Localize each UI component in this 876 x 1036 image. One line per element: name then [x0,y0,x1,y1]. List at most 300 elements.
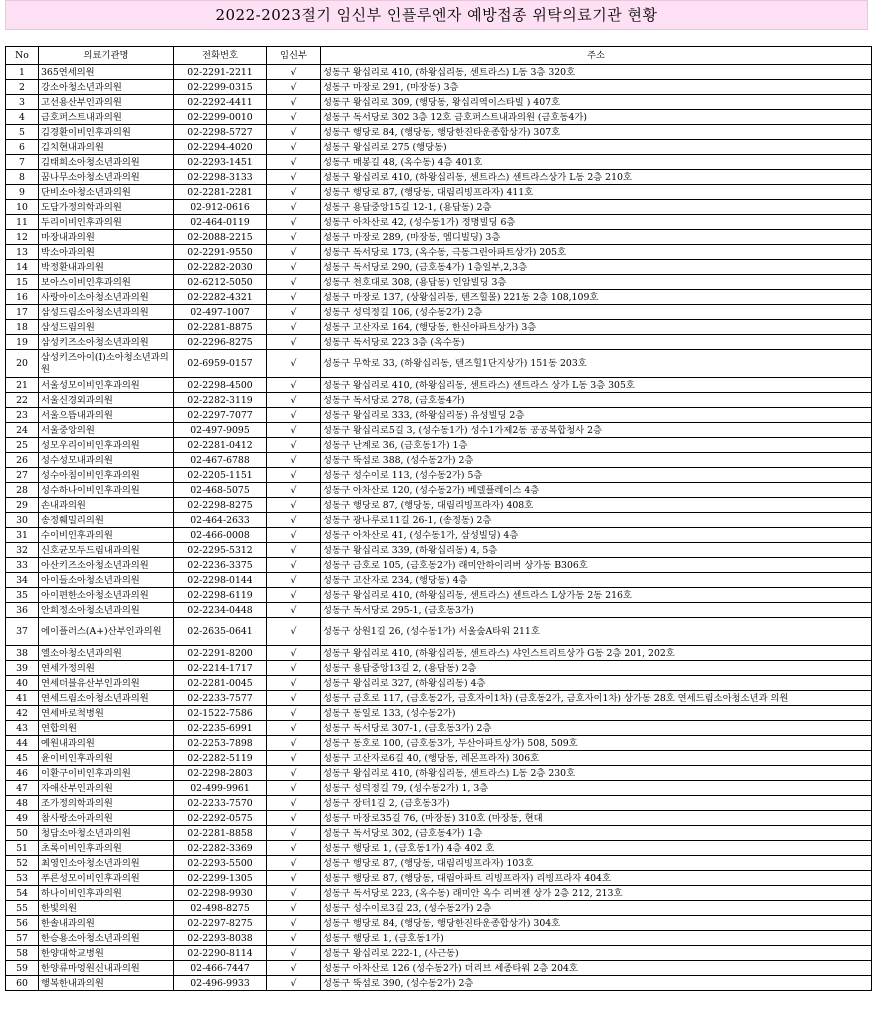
cell-no: 47 [6,781,39,796]
cell-clinic-name: 박소아과의원 [39,245,174,260]
cell-phone: 02-2253-7898 [174,736,267,751]
cell-address: 성동구 용답중앙15길 12-1, (용답동) 2층 [321,200,872,215]
cell-phone: 02-2281-2281 [174,185,267,200]
cell-pregnant: √ [267,618,321,646]
cell-pregnant: √ [267,588,321,603]
cell-pregnant: √ [267,290,321,305]
table-row [6,423,872,438]
cell-address: 성동구 아차산로 41, (성수동1가, 삼성빌딩) 4층 [321,528,872,543]
cell-phone: 02-2281-8875 [174,320,267,335]
cell-pregnant: √ [267,393,321,408]
cell-pregnant: √ [267,976,321,991]
cell-address: 성동구 왕십리로 410, (하왕십리동, 센트라스) 센트라스상가 L동 2층 210호 [321,170,872,185]
table-row [6,573,872,588]
cell-address: 성동구 뚝섬로 390, (성수동2가) 2층 [321,976,872,991]
cell-address: 성동구 독서당로 173, (옥수동, 극동그린아파트상가) 205호 [321,245,872,260]
cell-clinic-name: 자애산부인과의원 [39,781,174,796]
cell-address: 성동구 성수이로3길 23, (성수동2가) 2층 [321,901,872,916]
table-row [6,826,872,841]
cell-no: 50 [6,826,39,841]
cell-pregnant: √ [267,826,321,841]
cell-clinic-name: 서울중앙의원 [39,423,174,438]
cell-clinic-name: 김경환이비인후과의원 [39,125,174,140]
cell-clinic-name: 김태희소아청소년과의원 [39,155,174,170]
cell-clinic-name: 에이플러스(A+)산부인과의원 [39,618,174,646]
cell-phone: 02-464-0119 [174,215,267,230]
cell-no: 38 [6,646,39,661]
cell-phone: 02-2296-8275 [174,335,267,350]
table-row [6,350,872,378]
table-row [6,916,872,931]
cell-no: 22 [6,393,39,408]
cell-no: 56 [6,916,39,931]
cell-no: 48 [6,796,39,811]
table-row [6,125,872,140]
cell-clinic-name: 365연세의원 [39,65,174,80]
cell-phone: 02-2205-1151 [174,468,267,483]
cell-pregnant: √ [267,125,321,140]
clinic-table [5,46,872,991]
cell-pregnant: √ [267,691,321,706]
cell-no: 42 [6,706,39,721]
cell-clinic-name: 최영인소아청소년과의원 [39,856,174,871]
cell-no: 17 [6,305,39,320]
table-row [6,200,872,215]
cell-no: 60 [6,976,39,991]
cell-no: 25 [6,438,39,453]
cell-clinic-name: 한양류마엉원신내과의원 [39,961,174,976]
cell-no: 31 [6,528,39,543]
table-row [6,335,872,350]
cell-pregnant: √ [267,961,321,976]
cell-phone: 02-2291-8200 [174,646,267,661]
cell-clinic-name: 아산키즈소아청소년과의원 [39,558,174,573]
table-row [6,976,872,991]
cell-no: 15 [6,275,39,290]
table-row [6,245,872,260]
cell-phone: 02-2298-8275 [174,498,267,513]
cell-address: 성동구 왕십리로 333, (하왕십리동) 유성빌딩 2층 [321,408,872,423]
table-row [6,275,872,290]
cell-pregnant: √ [267,305,321,320]
cell-clinic-name: 연세바로척병원 [39,706,174,721]
header-no: No [6,47,39,65]
cell-clinic-name: 연세가정의원 [39,661,174,676]
table-row [6,230,872,245]
cell-pregnant: √ [267,110,321,125]
cell-clinic-name: 단비소아청소년과의원 [39,185,174,200]
cell-address: 성동구 독서당로 302, (금호동4가) 1층 [321,826,872,841]
cell-clinic-name: 박정환내과의원 [39,260,174,275]
table-row [6,721,872,736]
cell-address: 성동구 왕십리로5길 3, (성수동1가) 성수1가제2동 공공복합청사 2층 [321,423,872,438]
cell-no: 7 [6,155,39,170]
cell-pregnant: √ [267,661,321,676]
cell-no: 30 [6,513,39,528]
cell-pregnant: √ [267,275,321,290]
cell-address: 성동구 독서당로 290, (금호동4가) 1층일부,2,3층 [321,260,872,275]
cell-address: 성동구 마장로 137, (상왕십리동, 텐즈힐몰) 221동 2층 108,109호 [321,290,872,305]
cell-phone: 02-2298-2803 [174,766,267,781]
table-row [6,691,872,706]
cell-address: 성동구 광나루로11길 26-1, (송정동) 2층 [321,513,872,528]
cell-address: 성동구 성수이로 113, (성수동2가) 5층 [321,468,872,483]
table-row [6,543,872,558]
cell-address: 성동구 용답중앙13길 2, (용답동) 2층 [321,661,872,676]
cell-address: 성동구 무학로 33, (하왕십리동, 텐즈힐1단지상가) 151동 203호 [321,350,872,378]
cell-clinic-name: 고선용산부인과의원 [39,95,174,110]
cell-clinic-name: 성수하나이비인후과의원 [39,483,174,498]
cell-no: 18 [6,320,39,335]
cell-address: 성동구 독서당로 295-1, (금호동3가) [321,603,872,618]
header-pregnant: 임신부 [267,47,321,65]
cell-clinic-name: 마장내과의원 [39,230,174,245]
cell-address: 성동구 독서당로 307-1, (금호동3가) 2층 [321,721,872,736]
cell-pregnant: √ [267,721,321,736]
cell-pregnant: √ [267,80,321,95]
cell-clinic-name: 꿈나무소아청소년과의원 [39,170,174,185]
cell-no: 46 [6,766,39,781]
cell-clinic-name: 청담소아청소년과의원 [39,826,174,841]
header-phone: 전화번호 [174,47,267,65]
cell-no: 55 [6,901,39,916]
cell-no: 14 [6,260,39,275]
cell-pregnant: √ [267,65,321,80]
cell-phone: 02-2282-3119 [174,393,267,408]
cell-no: 2 [6,80,39,95]
cell-phone: 02-6212-5050 [174,275,267,290]
cell-no: 43 [6,721,39,736]
cell-no: 21 [6,378,39,393]
cell-pregnant: √ [267,706,321,721]
cell-clinic-name: 금호퍼스트내과의원 [39,110,174,125]
cell-address: 성동구 아차산로 126 (성수동2가) 더리브 세종타워 2층 204호 [321,961,872,976]
cell-phone: 02-6959-0157 [174,350,267,378]
cell-pregnant: √ [267,200,321,215]
cell-no: 1 [6,65,39,80]
table-row [6,558,872,573]
table-row [6,618,872,646]
cell-clinic-name: 한승용소아청소년과의원 [39,931,174,946]
table-row [6,796,872,811]
table-row [6,751,872,766]
cell-phone: 02-466-0008 [174,528,267,543]
cell-pregnant: √ [267,676,321,691]
cell-address: 성동구 왕십리로 275 (행당동) [321,140,872,155]
cell-no: 58 [6,946,39,961]
cell-phone: 02-468-5075 [174,483,267,498]
cell-phone: 02-2281-8858 [174,826,267,841]
cell-phone: 02-2293-8038 [174,931,267,946]
table-row [6,468,872,483]
cell-no: 11 [6,215,39,230]
table-row [6,155,872,170]
cell-pregnant: √ [267,781,321,796]
cell-pregnant: √ [267,423,321,438]
table-row [6,378,872,393]
cell-no: 27 [6,468,39,483]
cell-address: 성동구 독서당로 278, (금호동4가) [321,393,872,408]
cell-address: 성동구 독서당로 223 3층 (옥수동) [321,335,872,350]
cell-phone: 02-2234-0448 [174,603,267,618]
cell-no: 4 [6,110,39,125]
cell-no: 37 [6,618,39,646]
cell-clinic-name: 윤이비인후과의원 [39,751,174,766]
cell-phone: 02-2292-0575 [174,811,267,826]
cell-phone: 02-2299-0315 [174,80,267,95]
cell-pregnant: √ [267,558,321,573]
cell-pregnant: √ [267,603,321,618]
cell-no: 34 [6,573,39,588]
cell-no: 6 [6,140,39,155]
cell-address: 성동구 행당로 1, (금호동1가) [321,931,872,946]
cell-address: 성동구 뚝섬로 388, (성수동2가) 2층 [321,453,872,468]
cell-address: 성동구 왕십리로 410, (하왕십리동, 센트라스) L동 2층 230호 [321,766,872,781]
cell-pregnant: √ [267,736,321,751]
cell-phone: 02-2282-5119 [174,751,267,766]
cell-address: 성동구 성덕정길 106, (성수동2가) 2층 [321,305,872,320]
cell-address: 성동구 난계로 36, (금호동1가) 1층 [321,438,872,453]
cell-phone: 02-496-9933 [174,976,267,991]
table-row [6,646,872,661]
cell-no: 16 [6,290,39,305]
cell-address: 성동구 마장로 291, (마장동) 3층 [321,80,872,95]
cell-phone: 02-2291-9550 [174,245,267,260]
cell-address: 성동구 왕십리로 410, (하왕십리동, 센트라스) L동 3층 320호 [321,65,872,80]
cell-clinic-name: 삼성드림의원 [39,320,174,335]
cell-phone: 02-499-9961 [174,781,267,796]
cell-clinic-name: 보아스이비인후과의원 [39,275,174,290]
cell-clinic-name: 강소아청소년과의원 [39,80,174,95]
cell-no: 41 [6,691,39,706]
cell-phone: 02-2290-8114 [174,946,267,961]
table-row [6,170,872,185]
cell-clinic-name: 성모우리이비인후과의원 [39,438,174,453]
table-row [6,931,872,946]
cell-pregnant: √ [267,751,321,766]
cell-pregnant: √ [267,350,321,378]
cell-clinic-name: 연세드림소아청소년과의원 [39,691,174,706]
cell-clinic-name: 두리이비인후과의원 [39,215,174,230]
cell-clinic-name: 손내과의원 [39,498,174,513]
cell-phone: 02-2298-3133 [174,170,267,185]
table-row [6,408,872,423]
page-title: 2022-2023절기 임신부 인플루엔자 예방접종 위탁의료기관 현황 [5,0,868,30]
cell-pregnant: √ [267,468,321,483]
cell-no: 3 [6,95,39,110]
table-row [6,438,872,453]
cell-pregnant: √ [267,378,321,393]
cell-phone: 02-466-7447 [174,961,267,976]
cell-pregnant: √ [267,185,321,200]
cell-pregnant: √ [267,245,321,260]
cell-no: 52 [6,856,39,871]
cell-clinic-name: 조가정의학과의원 [39,796,174,811]
cell-address: 성동구 마장로35길 76, (마장동) 310호 (마장동, 현대 [321,811,872,826]
cell-pregnant: √ [267,140,321,155]
cell-phone: 02-2297-8275 [174,916,267,931]
cell-pregnant: √ [267,901,321,916]
cell-pregnant: √ [267,646,321,661]
cell-address: 성동구 아차산로 42, (성수동1가) 정명빌딩 6층 [321,215,872,230]
table-row [6,215,872,230]
cell-pregnant: √ [267,573,321,588]
cell-phone: 02-467-6788 [174,453,267,468]
cell-clinic-name: 서울신경외과의원 [39,393,174,408]
cell-no: 39 [6,661,39,676]
header-address: 주소 [321,47,872,65]
table-row [6,781,872,796]
cell-phone: 02-2233-7570 [174,796,267,811]
cell-clinic-name: 삼성키즈소아청소년과의원 [39,335,174,350]
cell-clinic-name: 푸른성모이비인후과의원 [39,871,174,886]
cell-address: 성동구 왕십리로 222-1, (사근동) [321,946,872,961]
cell-no: 23 [6,408,39,423]
cell-clinic-name: 서울으뜸내과의원 [39,408,174,423]
cell-address: 성동구 성덕정길 79, (성수동2가) 1, 3층 [321,781,872,796]
table-row [6,260,872,275]
cell-clinic-name: 한솔내과의원 [39,916,174,931]
cell-phone: 02-2293-1451 [174,155,267,170]
cell-phone: 02-2291-2211 [174,65,267,80]
cell-phone: 02-2297-7077 [174,408,267,423]
cell-address: 성동구 고산자로 164, (행당동, 한신아파트상가) 3층 [321,320,872,335]
cell-no: 12 [6,230,39,245]
cell-phone: 02-2293-5500 [174,856,267,871]
cell-pregnant: √ [267,886,321,901]
cell-phone: 02-2635-0641 [174,618,267,646]
table-row [6,706,872,721]
cell-address: 성동구 왕십리로 309, (행당동, 왕십리역이스타빌 ) 407호 [321,95,872,110]
table-row [6,856,872,871]
cell-no: 33 [6,558,39,573]
cell-pregnant: √ [267,916,321,931]
cell-address: 성동구 동일로 133, (성수동2가) [321,706,872,721]
cell-no: 10 [6,200,39,215]
cell-phone: 02-2282-2030 [174,260,267,275]
cell-address: 성동구 왕십리로 339, (하왕십리동) 4, 5층 [321,543,872,558]
cell-pregnant: √ [267,230,321,245]
table-row [6,528,872,543]
cell-phone: 02-2295-5312 [174,543,267,558]
cell-address: 성동구 금호로 117, (금호동2가, 금호자이1차) (금호동2가, 금호자이1차) 상가동 28호 연세드림소아청소년과 의원 [321,691,872,706]
cell-address: 성동구 행당로 87, (행당동, 대림리빙프라자) 103호 [321,856,872,871]
cell-pregnant: √ [267,543,321,558]
cell-phone: 02-2282-3369 [174,841,267,856]
cell-address: 성동구 독서당로 223, (옥수동) 래미안 옥수 리버젠 상가 2층 212, 213호 [321,886,872,901]
cell-phone: 02-2298-0144 [174,573,267,588]
table-row [6,766,872,781]
cell-phone: 02-2236-3375 [174,558,267,573]
cell-pregnant: √ [267,155,321,170]
cell-address: 성동구 행당로 1, (금호동1가) 4층 402 호 [321,841,872,856]
cell-pregnant: √ [267,408,321,423]
cell-pregnant: √ [267,528,321,543]
cell-phone: 02-912-0616 [174,200,267,215]
cell-no: 44 [6,736,39,751]
table-row [6,961,872,976]
cell-no: 59 [6,961,39,976]
table-row [6,676,872,691]
cell-clinic-name: 신호균모두드림내과의원 [39,543,174,558]
cell-phone: 02-2298-9930 [174,886,267,901]
cell-address: 성동구 왕십리로 327, (하왕십리동) 4층 [321,676,872,691]
cell-address: 성동구 왕십리로 410, (하왕십리동, 센트라스) 샤인스트리트상가 G동 2층 201, 202호 [321,646,872,661]
cell-no: 8 [6,170,39,185]
cell-no: 9 [6,185,39,200]
cell-clinic-name: 연세더블유산부인과의원 [39,676,174,691]
cell-phone: 02-2298-4500 [174,378,267,393]
cell-no: 32 [6,543,39,558]
cell-clinic-name: 하나이비인후과의원 [39,886,174,901]
cell-pregnant: √ [267,766,321,781]
cell-no: 13 [6,245,39,260]
cell-pregnant: √ [267,871,321,886]
cell-clinic-name: 성수성모내과의원 [39,453,174,468]
cell-clinic-name: 초록이비인후과의원 [39,841,174,856]
cell-clinic-name: 행복한내과의원 [39,976,174,991]
cell-address: 성동구 행당로 87, (행당동, 대림아파트 리빙프라자) 리빙프라자 404호 [321,871,872,886]
cell-no: 19 [6,335,39,350]
cell-clinic-name: 이환구이비인후과의원 [39,766,174,781]
cell-clinic-name: 참사랑소아과의원 [39,811,174,826]
table-row [6,80,872,95]
cell-address: 성동구 고산자로6길 40, (행당동, 레몬프라자) 306호 [321,751,872,766]
cell-phone: 02-2294-4020 [174,140,267,155]
cell-phone: 02-2299-0010 [174,110,267,125]
cell-address: 성동구 행당로 87, (행당동, 대림리빙프라자) 408호 [321,498,872,513]
table-row [6,140,872,155]
table-row [6,811,872,826]
cell-pregnant: √ [267,320,321,335]
cell-clinic-name: 사랑아이소아청소년과의원 [39,290,174,305]
table-row [6,498,872,513]
cell-pregnant: √ [267,453,321,468]
cell-address: 성동구 행당로 87, (행당동, 대림리빙프라자) 411호 [321,185,872,200]
cell-pregnant: √ [267,260,321,275]
cell-pregnant: √ [267,438,321,453]
table-header-row [6,47,872,65]
table-row [6,603,872,618]
cell-no: 5 [6,125,39,140]
cell-address: 성동구 독서당로 302 3층 12호 금호퍼스트내과의원 (금호동4가) [321,110,872,125]
cell-no: 20 [6,350,39,378]
cell-clinic-name: 삼성드림소아청소년과의원 [39,305,174,320]
cell-pregnant: √ [267,95,321,110]
cell-phone: 02-2235-6991 [174,721,267,736]
table-row [6,65,872,80]
cell-clinic-name: 서울성모이비인후과의원 [39,378,174,393]
cell-phone: 02-2298-5727 [174,125,267,140]
cell-pregnant: √ [267,170,321,185]
cell-phone: 02-498-8275 [174,901,267,916]
cell-no: 35 [6,588,39,603]
table-row [6,736,872,751]
cell-phone: 02-497-1007 [174,305,267,320]
cell-address: 성동구 행당로 84, (행당동, 행당한진타운종합상가) 307호 [321,125,872,140]
cell-no: 24 [6,423,39,438]
cell-no: 40 [6,676,39,691]
cell-phone: 02-464-2633 [174,513,267,528]
table-row [6,483,872,498]
cell-clinic-name: 도담가정의학과의원 [39,200,174,215]
cell-clinic-name: 안희정소아청소년과의원 [39,603,174,618]
cell-address: 성동구 아차산로 120, (성수동2가) 베델플레이스 4층 [321,483,872,498]
cell-no: 36 [6,603,39,618]
cell-pregnant: √ [267,811,321,826]
cell-phone: 02-2281-0412 [174,438,267,453]
cell-pregnant: √ [267,483,321,498]
